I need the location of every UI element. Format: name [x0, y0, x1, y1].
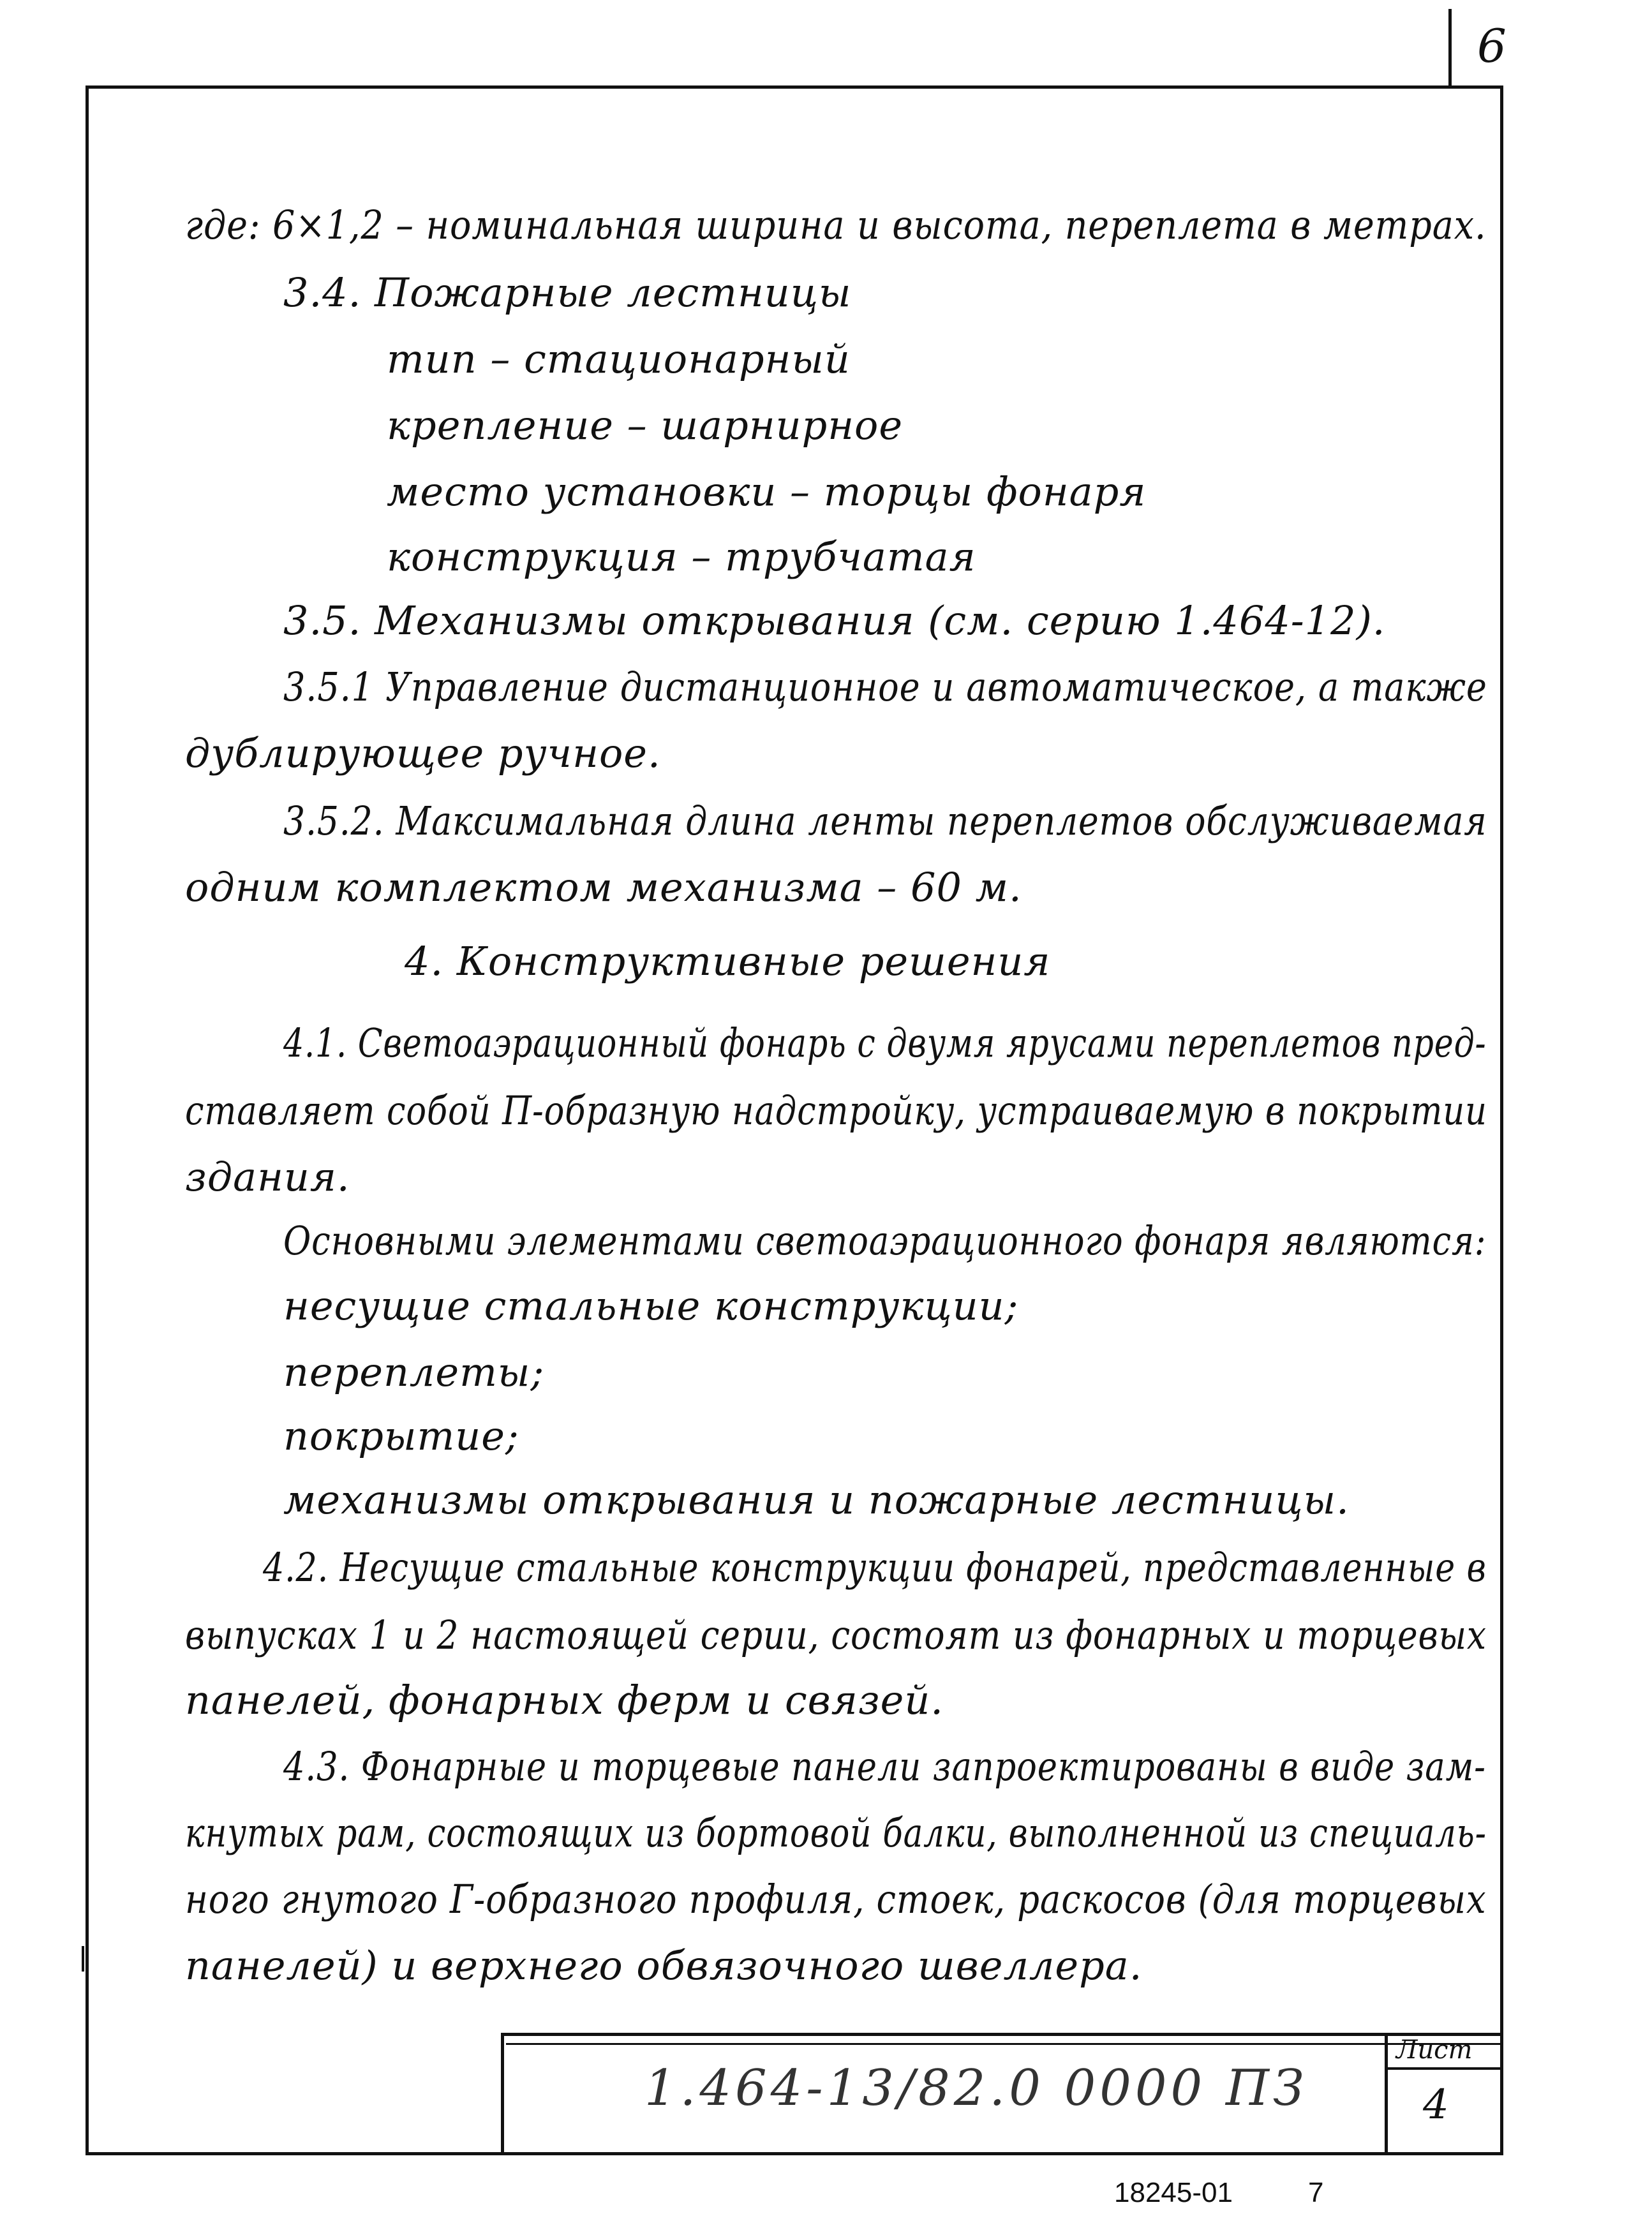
document-code: 1.464-13/82.0 0000 ПЗ — [644, 2060, 1308, 2117]
item-4-2-cont-1: выпусках 1 и 2 настоящей серии, состоят из фонарных и торцевых — [185, 1612, 1487, 1658]
item-3-5-1-cont: дублирующее ручное. — [185, 730, 661, 776]
text-line-1: где: 6×1,2 – номинальная ширина и высота, переплета в метрах. — [185, 202, 1487, 248]
item-3-5-2: 3.5.2. Максимальная длина ленты переплетов обслуживаемая — [283, 798, 1487, 844]
item-4-1-cont-1: ставляет собой П-образную надстройку, устраиваемую в покрытии — [185, 1087, 1487, 1134]
item-3-5-1: 3.5.1 Управление дистанционное и автоматическое, а также — [283, 664, 1487, 710]
sheet-box-divider — [1385, 2067, 1503, 2070]
element-2: переплеты; — [283, 1349, 545, 1395]
archive-code: 18245-01 — [1114, 2177, 1233, 2208]
title-block-inner-line — [506, 2043, 1503, 2045]
section-heading-3-5: 3.5. Механизмы открывания (см. серию 1.464-12). — [283, 597, 1386, 644]
item-4-3-cont-2: ного гнутого Г-образного профиля, стоек, раскосов (для торцевых — [185, 1876, 1487, 1922]
ladder-location: место установки – торцы фонаря — [387, 468, 1147, 515]
ladder-fastening: крепление – шарнирное — [387, 402, 904, 449]
ladder-type: тип – стационарный — [387, 336, 851, 382]
footer-page-number: 7 — [1308, 2177, 1324, 2208]
item-4-2-cont-2: панелей, фонарных ферм и связей. — [185, 1677, 944, 1723]
element-3: покрытие; — [283, 1413, 519, 1459]
item-4-1: 4.1. Светоаэрационный фонарь с двумя ярусами переплетов пред- — [283, 1020, 1487, 1066]
corner-page-number: 6 — [1477, 19, 1507, 73]
ladder-construction: конструкция – трубчатая — [387, 533, 976, 580]
item-4-3: 4.3. Фонарные и торцевые панели запроектированы в виде зам- — [283, 1743, 1486, 1790]
binding-mark — [82, 1946, 84, 1972]
element-1: несущие стальные конструкции; — [283, 1282, 1019, 1329]
section-heading-3-4: 3.4. Пожарные лестницы — [283, 269, 852, 316]
item-3-5-2-cont: одним комплектом механизма – 60 м. — [185, 864, 1022, 910]
item-4-3-cont-1: кнутых рам, состоящих из бортовой балки, выполненной из специаль- — [185, 1809, 1487, 1856]
item-4-3-cont-3: панелей) и верхнего обвязочного швеллера. — [185, 1942, 1143, 1989]
section-heading-4: 4. Конструктивные решения — [405, 938, 1051, 984]
item-4-1-cont-2: здания. — [185, 1154, 350, 1200]
element-4: механизмы открывания и пожарные лестницы. — [283, 1476, 1350, 1523]
item-4-2: 4.2. Несущие стальные конструкции фонарей, представленные в — [263, 1544, 1487, 1591]
elements-intro: Основными элементами светоаэрационного фонаря являются: — [283, 1217, 1487, 1264]
sheet-number: 4 — [1423, 2081, 1449, 2129]
corner-divider-line — [1448, 9, 1452, 87]
sheet-label: Лист — [1396, 2035, 1473, 2065]
